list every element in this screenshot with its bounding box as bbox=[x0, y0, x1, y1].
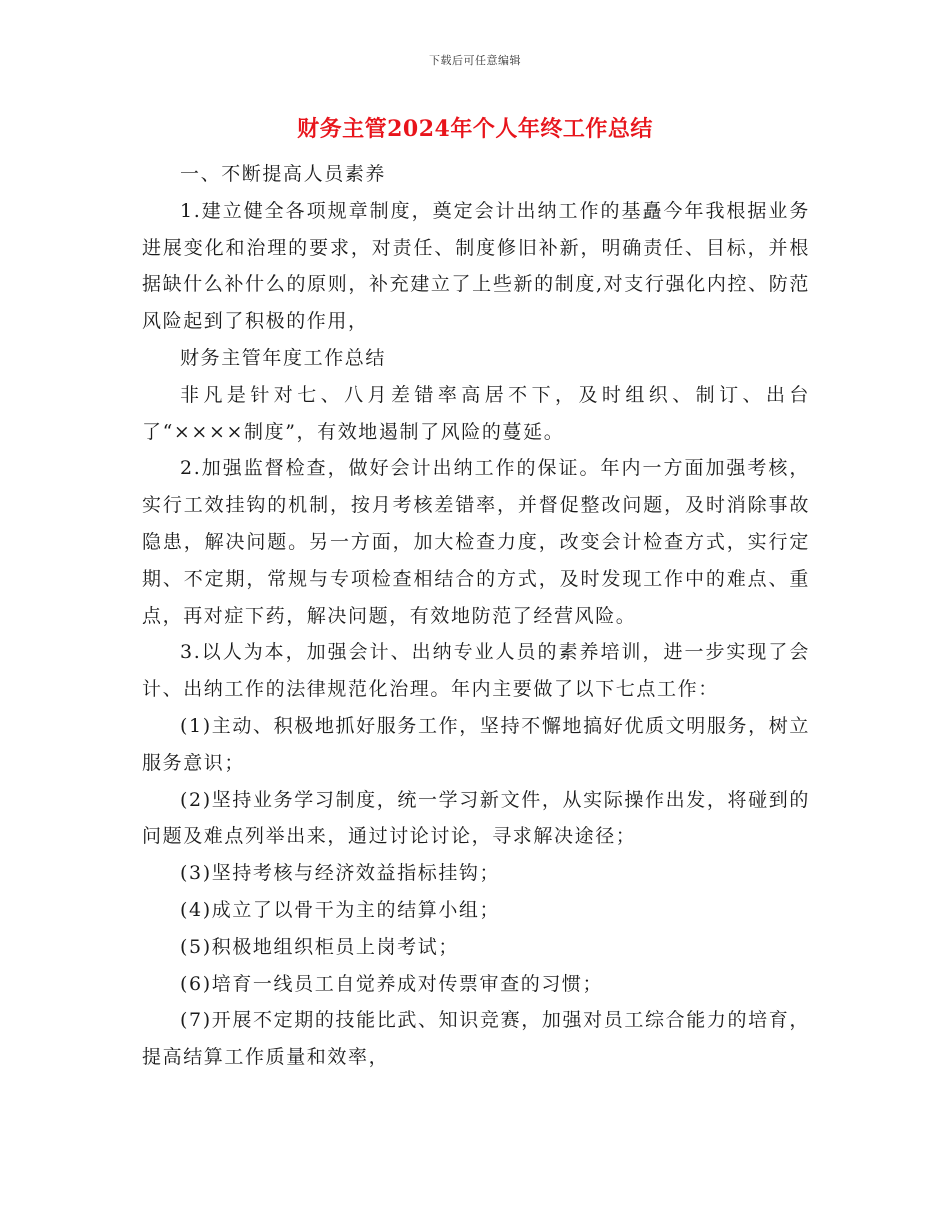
paragraph: 1.建立健全各项规章制度，奠定会计出纳工作的基矗今年我根据业务进展变化和治理的要求，对责任、制度修旧补新，明确责任、目标，并根据缺什么补什么的原则，补充建立了上些新的制度,对支行强化内控、防范风险起到了积极的作用， bbox=[142, 199, 810, 333]
list-item: (4)成立了以骨干为主的结算小组； bbox=[180, 898, 501, 921]
paragraph: 2.加强监督检查，做好会计出纳工作的保证。年内一方面加强考核，实行工效挂钩的机制，按月考核差错率，并督促整改问题，及时消除事故隐患，解决问题。另一方面，加大检查力度，改变会计检查方式，实行定期、不定期，常规与专项检查相结合的方式，及时发现工作中的难点、重点，再对症下药，解决问题，有效地防范了经营风险。 bbox=[142, 457, 810, 627]
document-body bbox=[142, 156, 810, 1076]
document-title: 财务主管2024年个人年终工作总结 bbox=[297, 116, 653, 142]
paragraph: 非凡是针对七、八月差错率高居不下，及时组织、制订、出台了“××××制度”，有效地遏制了风险的蔓延。 bbox=[142, 383, 810, 443]
list-item: (3)坚持考核与经济效益指标挂钩； bbox=[180, 862, 501, 885]
section-heading: 一、不断提高人员素养 bbox=[180, 163, 387, 185]
list-item: (7)开展不定期的技能比武、知识竞赛，加强对员工综合能力的培育，提高结算工作质量和效率， bbox=[142, 1009, 810, 1069]
list-item: (1)主动、积极地抓好服务工作，坚持不懈地搞好优质文明服务，树立服务意识； bbox=[142, 714, 810, 774]
list-item: (5)积极地组织柜员上岗考试； bbox=[180, 935, 459, 958]
paragraph: 3.以人为本，加强会计、出纳专业人员的素养培训，进一步实现了会计、出纳工作的法律规范化治理。年内主要做了以下七点工作： bbox=[142, 641, 810, 701]
list-item: (6)培育一线员工自觉养成对传票审查的习惯； bbox=[180, 972, 604, 995]
paragraph: 财务主管年度工作总结 bbox=[180, 346, 387, 369]
list-item: (2)坚持业务学习制度，统一学习新文件，从实际操作出发，将碰到的问题及难点列举出来，通过讨论讨论，寻求解决途径； bbox=[142, 788, 810, 848]
header-note: 下载后可任意编辑 bbox=[429, 54, 521, 67]
